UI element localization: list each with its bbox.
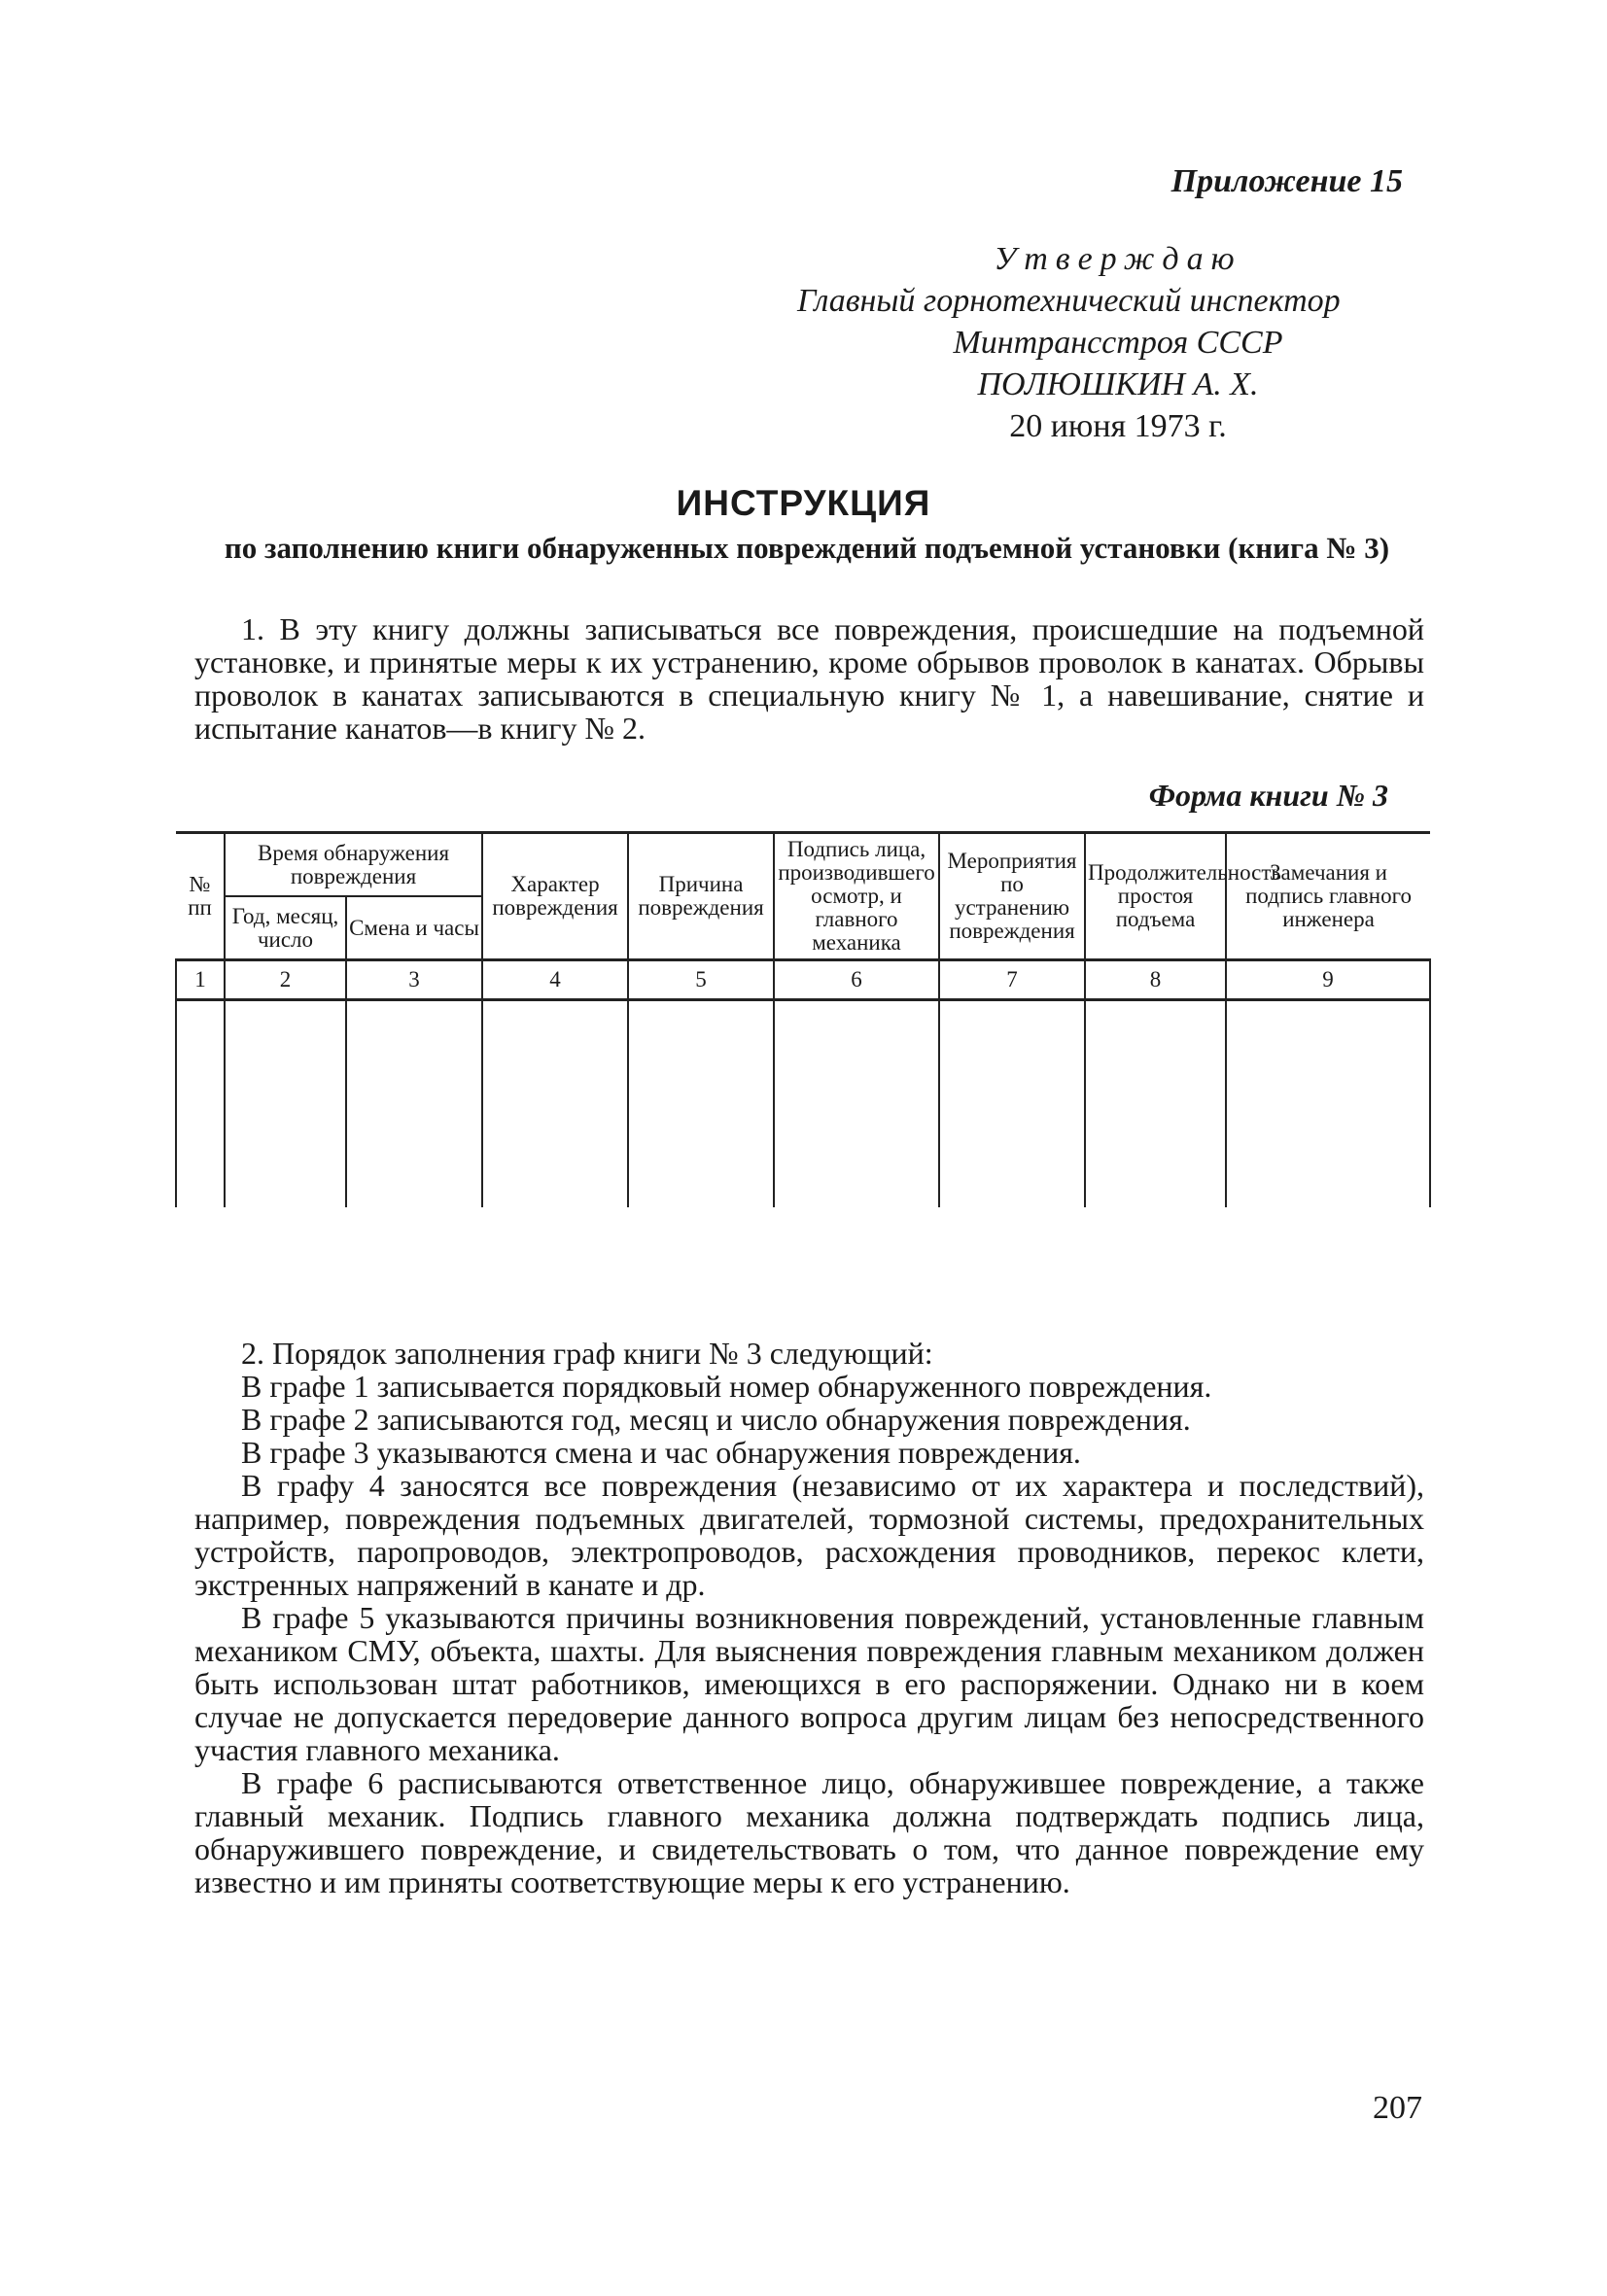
column-number: 9: [1226, 960, 1430, 1000]
table-cell: [225, 1000, 346, 1208]
section-2-line: В графе 3 указываются смена и час обнаружения повреждения.: [241, 1435, 1081, 1470]
approval-name: ПОЛЮШКИН А. Х.: [977, 366, 1259, 402]
page-number: 207: [1373, 2090, 1422, 2126]
form-table: [175, 831, 1431, 1207]
paragraph-1-text: 1. В эту книгу должны записываться все повреждения, происшедшие на подъемной установке, и принятые меры к их устранению, кроме обрывов проволок в канатах. Обрывы проволок в канатах записываются в специальную книгу № 1, а навешивание, снятие и испытание канатов—в книгу № 2.: [194, 611, 1424, 746]
section-2-line: В графу 4 заносятся все повреждения (независимо от их характера и последствий), например, повреждения подъемных двигателей, тормозной системы, предохранительных устройств, паропроводов, электропроводов, расхождения проводников, перекос клети, экстренных напряжений в канате и др.: [194, 1468, 1424, 1602]
column-number: 3: [346, 960, 482, 1000]
column-number: 4: [482, 960, 628, 1000]
approval-position: Главный горнотехнический инспектор: [797, 283, 1341, 319]
table-cell: [774, 1000, 939, 1208]
section-2: [194, 1337, 1424, 1898]
header-remarks: Замечания и подпись главного инженера: [1226, 833, 1430, 960]
header-no: № пп: [176, 833, 225, 960]
table-cell: [1226, 1000, 1430, 1208]
approval-block: [778, 238, 1458, 447]
approval-date: 20 июня 1973 г.: [1009, 408, 1227, 444]
form-label: Форма книги № 3: [1148, 778, 1388, 813]
section-2-line: 2. Порядок заполнения граф книги № 3 следующий:: [241, 1336, 933, 1371]
section-2-line: В графе 5 указываются причины возникновения повреждений, установленные главным механиком СМУ, объекта, шахты. Для выяснения повреждения главным механиком должен быть использован штат работников, имеющихся в его распоряжении. Однако ни в коем случае не допускается передоверие данного вопроса другим лицам без непосредственного участия главного механика.: [194, 1600, 1424, 1767]
table-cell: [482, 1000, 628, 1208]
paragraph-1: [194, 612, 1424, 745]
section-2-line: В графе 2 записываются год, месяц и число обнаружения повреждения.: [241, 1402, 1191, 1437]
table-cell: [628, 1000, 774, 1208]
table-cell: [939, 1000, 1085, 1208]
header-duration: Продолжительность простоя подъема: [1085, 833, 1226, 960]
table-cell: [176, 1000, 225, 1208]
column-number: 1: [176, 960, 225, 1000]
header-shift: Смена и часы: [346, 896, 482, 960]
document-title: ИНСТРУКЦИЯ: [676, 483, 931, 523]
table-empty-row: [176, 1000, 1430, 1208]
approval-word: Утверждаю: [994, 241, 1242, 277]
column-number: 5: [628, 960, 774, 1000]
approval-organization: Минтрансстроя СССР: [953, 325, 1283, 361]
table-cell: [1085, 1000, 1226, 1208]
header-date: Год, месяц, число: [225, 896, 346, 960]
header-nature: Характер повреждения: [482, 833, 628, 960]
header-measures: Мероприятия по устранению повреждения: [939, 833, 1085, 960]
section-2-line: В графе 1 записывается порядковый номер обнаруженного повреждения.: [241, 1369, 1212, 1404]
header-signature: Подпись лица, производившего осмотр, и главного механика: [774, 833, 939, 960]
column-number: 2: [225, 960, 346, 1000]
column-number: 6: [774, 960, 939, 1000]
table-cell: [346, 1000, 482, 1208]
column-number: 8: [1085, 960, 1226, 1000]
header-time-group: Время обнаружения повреждения: [225, 833, 482, 897]
document-subtitle: по заполнению книги обнаруженных повреждений подъемной установки (книга № 3): [224, 531, 1390, 565]
section-2-line: В графе 6 расписываются ответственное лицо, обнаружившее повреждение, а также главный механик. Подпись главного механика должна подтверждать подпись лица, обнаружившего повреждение, и свидетельствовать о том, что данное повреждение ему известно и им приняты соответствующие меры к его устранению.: [194, 1765, 1424, 1899]
header-cause: Причина повреждения: [628, 833, 774, 960]
appendix-label: Приложение 15: [1170, 163, 1403, 199]
column-number: 7: [939, 960, 1085, 1000]
form-table-wrapper: [175, 831, 1429, 1307]
